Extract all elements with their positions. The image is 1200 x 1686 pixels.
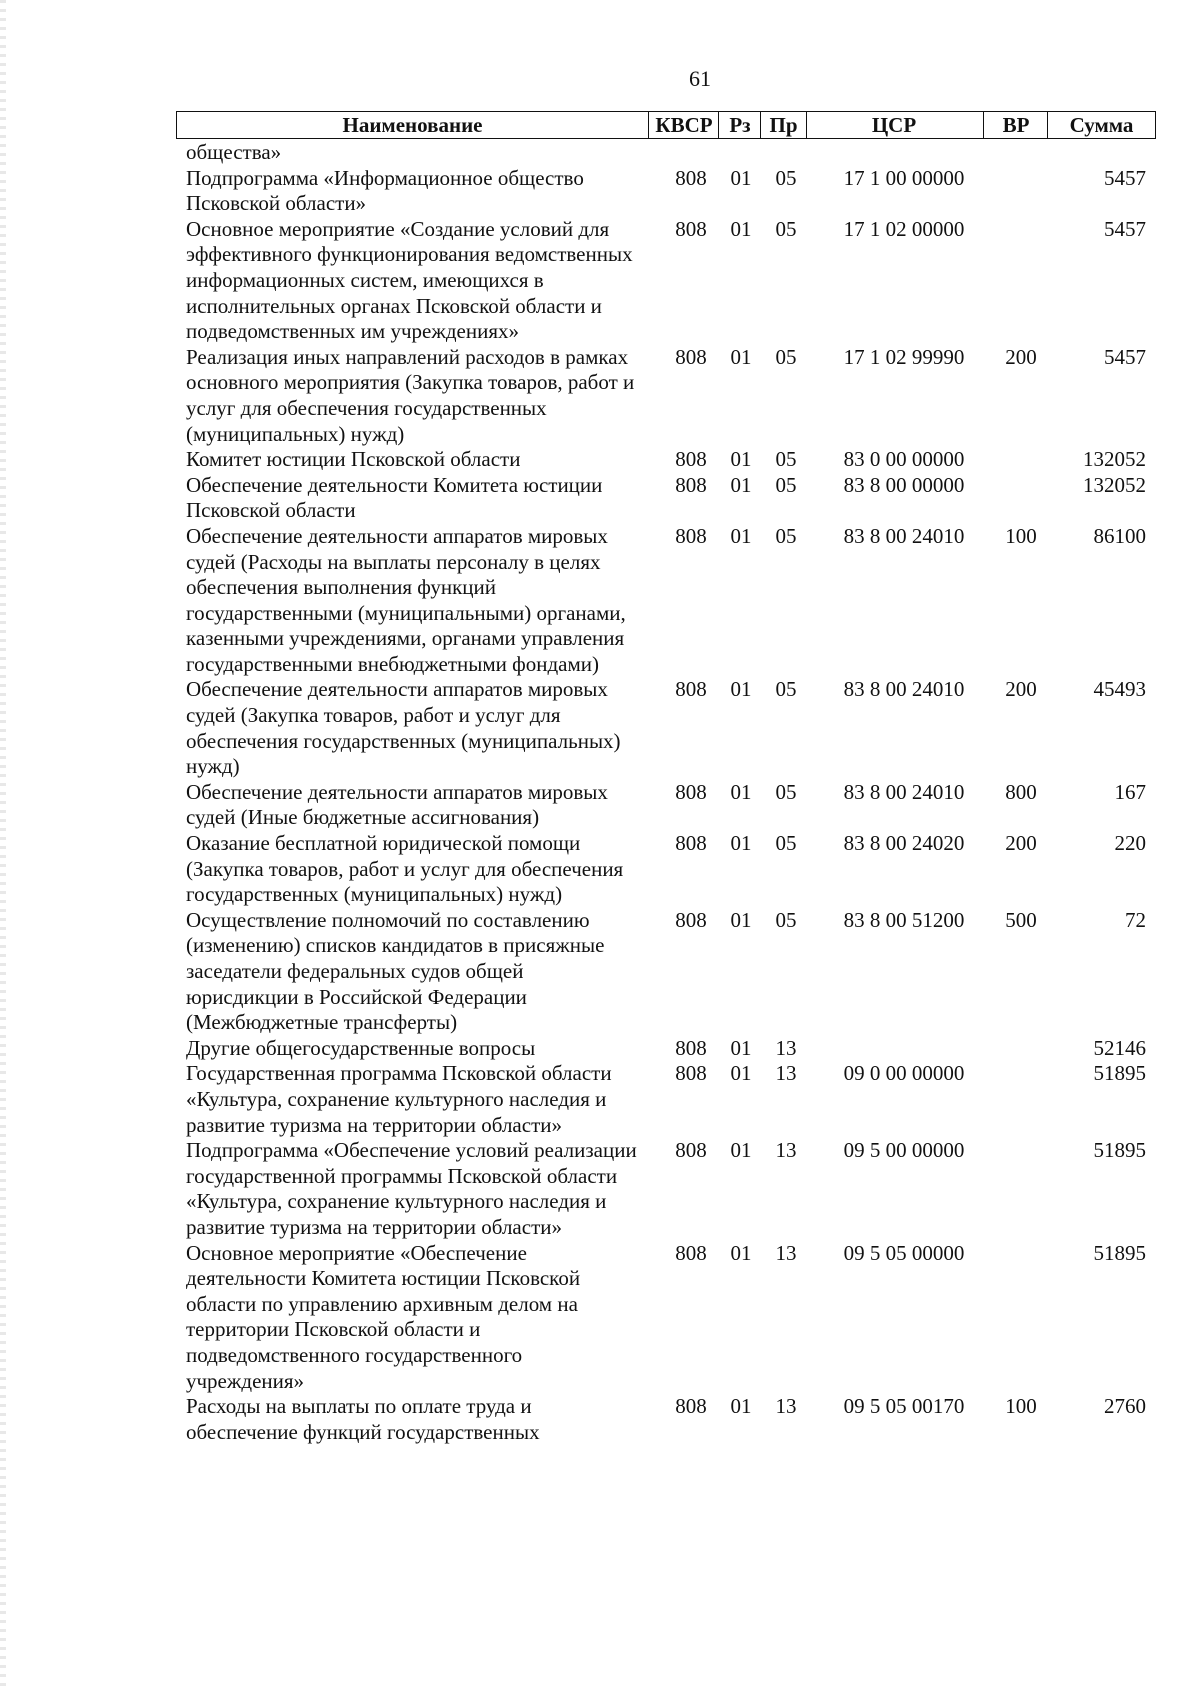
table-row	[186, 1394, 1156, 1445]
row-rz: 01	[730, 216, 752, 241]
header-vr: ВР	[983, 112, 1048, 138]
row-csr: 17 1 02 00000	[843, 216, 965, 241]
row-rz: 01	[730, 1394, 752, 1419]
row-pr: 05	[775, 344, 797, 369]
row-sum: 72	[1125, 907, 1146, 932]
header-pr: Пр	[760, 112, 807, 138]
table-row	[186, 473, 1156, 524]
row-kvsr: 808	[675, 447, 707, 472]
row-rz: 01	[730, 447, 752, 472]
table-row	[186, 1241, 1156, 1395]
row-sum: 45493	[1093, 677, 1146, 702]
row-csr: 09 5 05 00000	[843, 1240, 965, 1265]
row-csr: 17 1 00 00000	[843, 165, 965, 190]
row-csr: 83 8 00 24020	[843, 831, 965, 856]
row-pr: 05	[775, 677, 797, 702]
row-pr: 13	[775, 1394, 797, 1419]
row-pr: 05	[775, 907, 797, 932]
table-row	[186, 447, 1156, 473]
row-rz: 01	[730, 1240, 752, 1265]
row-pr: 05	[775, 447, 797, 472]
table-row	[186, 217, 1156, 345]
row-kvsr: 808	[675, 344, 707, 369]
row-sum: 51895	[1093, 1061, 1146, 1086]
row-kvsr: 808	[675, 1061, 707, 1086]
row-name: Основное мероприятие «Создание условий для эффективного функционирования ведомственных информационных систем, имеющихся в исполнительных органах Псковской области и подведомственных им учреждениях»	[186, 216, 633, 344]
row-vr: 800	[1005, 779, 1037, 804]
row-kvsr: 808	[675, 779, 707, 804]
table-row	[186, 1036, 1156, 1062]
row-rz: 01	[730, 1035, 752, 1060]
row-pr: 05	[775, 165, 797, 190]
row-sum: 52146	[1093, 1035, 1146, 1060]
row-sum: 51895	[1093, 1240, 1146, 1265]
row-rz: 01	[730, 165, 752, 190]
table-row	[186, 908, 1156, 1036]
row-vr: 200	[1005, 831, 1037, 856]
row-name: Осуществление полномочий по составлению (изменению) списков кандидатов в присяжные заседатели федеральных судов общей юрисдикции в Российской Федерации (Межбюджетные трансферты)	[186, 907, 605, 1035]
table-row	[186, 1061, 1156, 1138]
row-rz: 01	[730, 472, 752, 497]
row-vr: 200	[1005, 344, 1037, 369]
row-sum: 5457	[1104, 216, 1146, 241]
row-csr: 83 8 00 00000	[843, 472, 965, 497]
row-csr: 83 8 00 24010	[843, 523, 965, 548]
row-name: Комитет юстиции Псковской области	[186, 447, 521, 472]
row-csr: 09 5 00 00000	[843, 1138, 965, 1163]
row-csr: 09 5 05 00170	[843, 1394, 965, 1419]
row-name: Обеспечение деятельности аппаратов мировых судей (Иные бюджетные ассигнования)	[186, 779, 608, 830]
page-number: 61	[689, 66, 711, 91]
row-rz: 01	[730, 344, 752, 369]
row-name: Основное мероприятие «Обеспечение деятельности Комитета юстиции Псковской области по управлению архивным делом на территории Псковской области и подведомственного государственного учреждения»	[186, 1240, 581, 1393]
row-pr: 13	[775, 1035, 797, 1060]
row-pr: 05	[775, 831, 797, 856]
row-kvsr: 808	[675, 472, 707, 497]
row-sum: 5457	[1104, 165, 1146, 190]
row-pr: 05	[775, 216, 797, 241]
row-kvsr: 808	[675, 831, 707, 856]
row-kvsr: 808	[675, 1240, 707, 1265]
row-kvsr: 808	[675, 1394, 707, 1419]
row-kvsr: 808	[675, 907, 707, 932]
row-kvsr: 808	[675, 523, 707, 548]
table-row	[186, 345, 1156, 447]
row-pr: 13	[775, 1240, 797, 1265]
row-sum: 132052	[1083, 472, 1146, 497]
row-name: Обеспечение деятельности аппаратов мировых судей (Закупка товаров, работ и услуг для обеспечения государственных (муниципальных) нужд)	[186, 677, 621, 779]
row-name: Государственная программа Псковской области «Культура, сохранение культурного наследия и развитие туризма на территории области»	[186, 1061, 612, 1137]
row-kvsr: 808	[675, 677, 707, 702]
table-row	[186, 140, 1156, 166]
table-row	[186, 524, 1156, 678]
row-name: Реализация иных направлений расходов в рамках основного мероприятия (Закупка товаров, работ и услуг для обеспечения государственных (муниципальных) нужд)	[186, 344, 635, 446]
row-pr: 05	[775, 472, 797, 497]
row-name: Подпрограмма «Информационное общество Псковской области»	[186, 165, 584, 216]
row-pr: 13	[775, 1061, 797, 1086]
row-sum: 132052	[1083, 447, 1146, 472]
scan-edge	[0, 0, 6, 1686]
row-csr: 83 8 00 51200	[843, 907, 965, 932]
row-rz: 01	[730, 677, 752, 702]
row-name: Другие общегосударственные вопросы	[186, 1035, 536, 1060]
table-row	[186, 780, 1156, 831]
row-vr: 200	[1005, 677, 1037, 702]
row-rz: 01	[730, 1138, 752, 1163]
row-rz: 01	[730, 523, 752, 548]
row-name: Расходы на выплаты по оплате труда и обеспечение функций государственных	[186, 1394, 540, 1444]
row-pr: 13	[775, 1138, 797, 1163]
row-csr: 83 0 00 00000	[843, 447, 965, 472]
row-kvsr: 808	[675, 1035, 707, 1060]
row-sum: 86100	[1093, 523, 1146, 548]
row-name: Обеспечение деятельности аппаратов мировых судей (Расходы на выплаты персоналу в целях обеспечения выполнения функций государственными (муниципальными) органами, казенными учреждениями, органами управления государственными внебюджетными фондами)	[186, 523, 626, 676]
row-sum: 167	[1114, 779, 1146, 804]
row-name: общества»	[186, 140, 282, 164]
table-row	[186, 831, 1156, 908]
row-sum: 51895	[1093, 1138, 1146, 1163]
header-kvsr: КВСР	[648, 112, 719, 138]
row-sum: 220	[1114, 831, 1146, 856]
row-rz: 01	[730, 779, 752, 804]
row-csr: 09 0 00 00000	[843, 1061, 965, 1086]
header-name: Наименование	[342, 113, 483, 137]
row-kvsr: 808	[675, 165, 707, 190]
table-body	[186, 140, 1156, 1445]
row-rz: 01	[730, 831, 752, 856]
table-row	[186, 1138, 1156, 1240]
table-row	[186, 677, 1156, 779]
row-name: Обеспечение деятельности Комитета юстиции Псковской области	[186, 472, 603, 523]
row-kvsr: 808	[675, 1138, 707, 1163]
row-csr: 17 1 02 99990	[843, 344, 965, 369]
row-vr: 100	[1005, 1394, 1037, 1419]
table-row	[186, 166, 1156, 217]
header-rz: Рз	[718, 112, 761, 138]
row-pr: 05	[775, 779, 797, 804]
row-rz: 01	[730, 907, 752, 932]
row-vr: 500	[1005, 907, 1037, 932]
row-rz: 01	[730, 1061, 752, 1086]
row-vr: 100	[1005, 523, 1037, 548]
row-sum: 5457	[1104, 344, 1146, 369]
row-csr: 83 8 00 24010	[843, 677, 965, 702]
row-name: Подпрограмма «Обеспечение условий реализации государственной программы Псковской области «Культура, сохранение культурного наследия и развитие туризма на территории области»	[186, 1138, 637, 1239]
row-pr: 05	[775, 523, 797, 548]
header-csr: ЦСР	[871, 113, 917, 137]
row-csr: 83 8 00 24010	[843, 779, 965, 804]
header-sum: Сумма	[1047, 112, 1155, 138]
table-header	[176, 111, 1156, 139]
row-kvsr: 808	[675, 216, 707, 241]
row-name: Оказание бесплатной юридической помощи (Закупка товаров, работ и услуг для обеспечения государственных (муниципальных) нужд)	[186, 831, 624, 907]
row-sum: 2760	[1104, 1394, 1146, 1419]
